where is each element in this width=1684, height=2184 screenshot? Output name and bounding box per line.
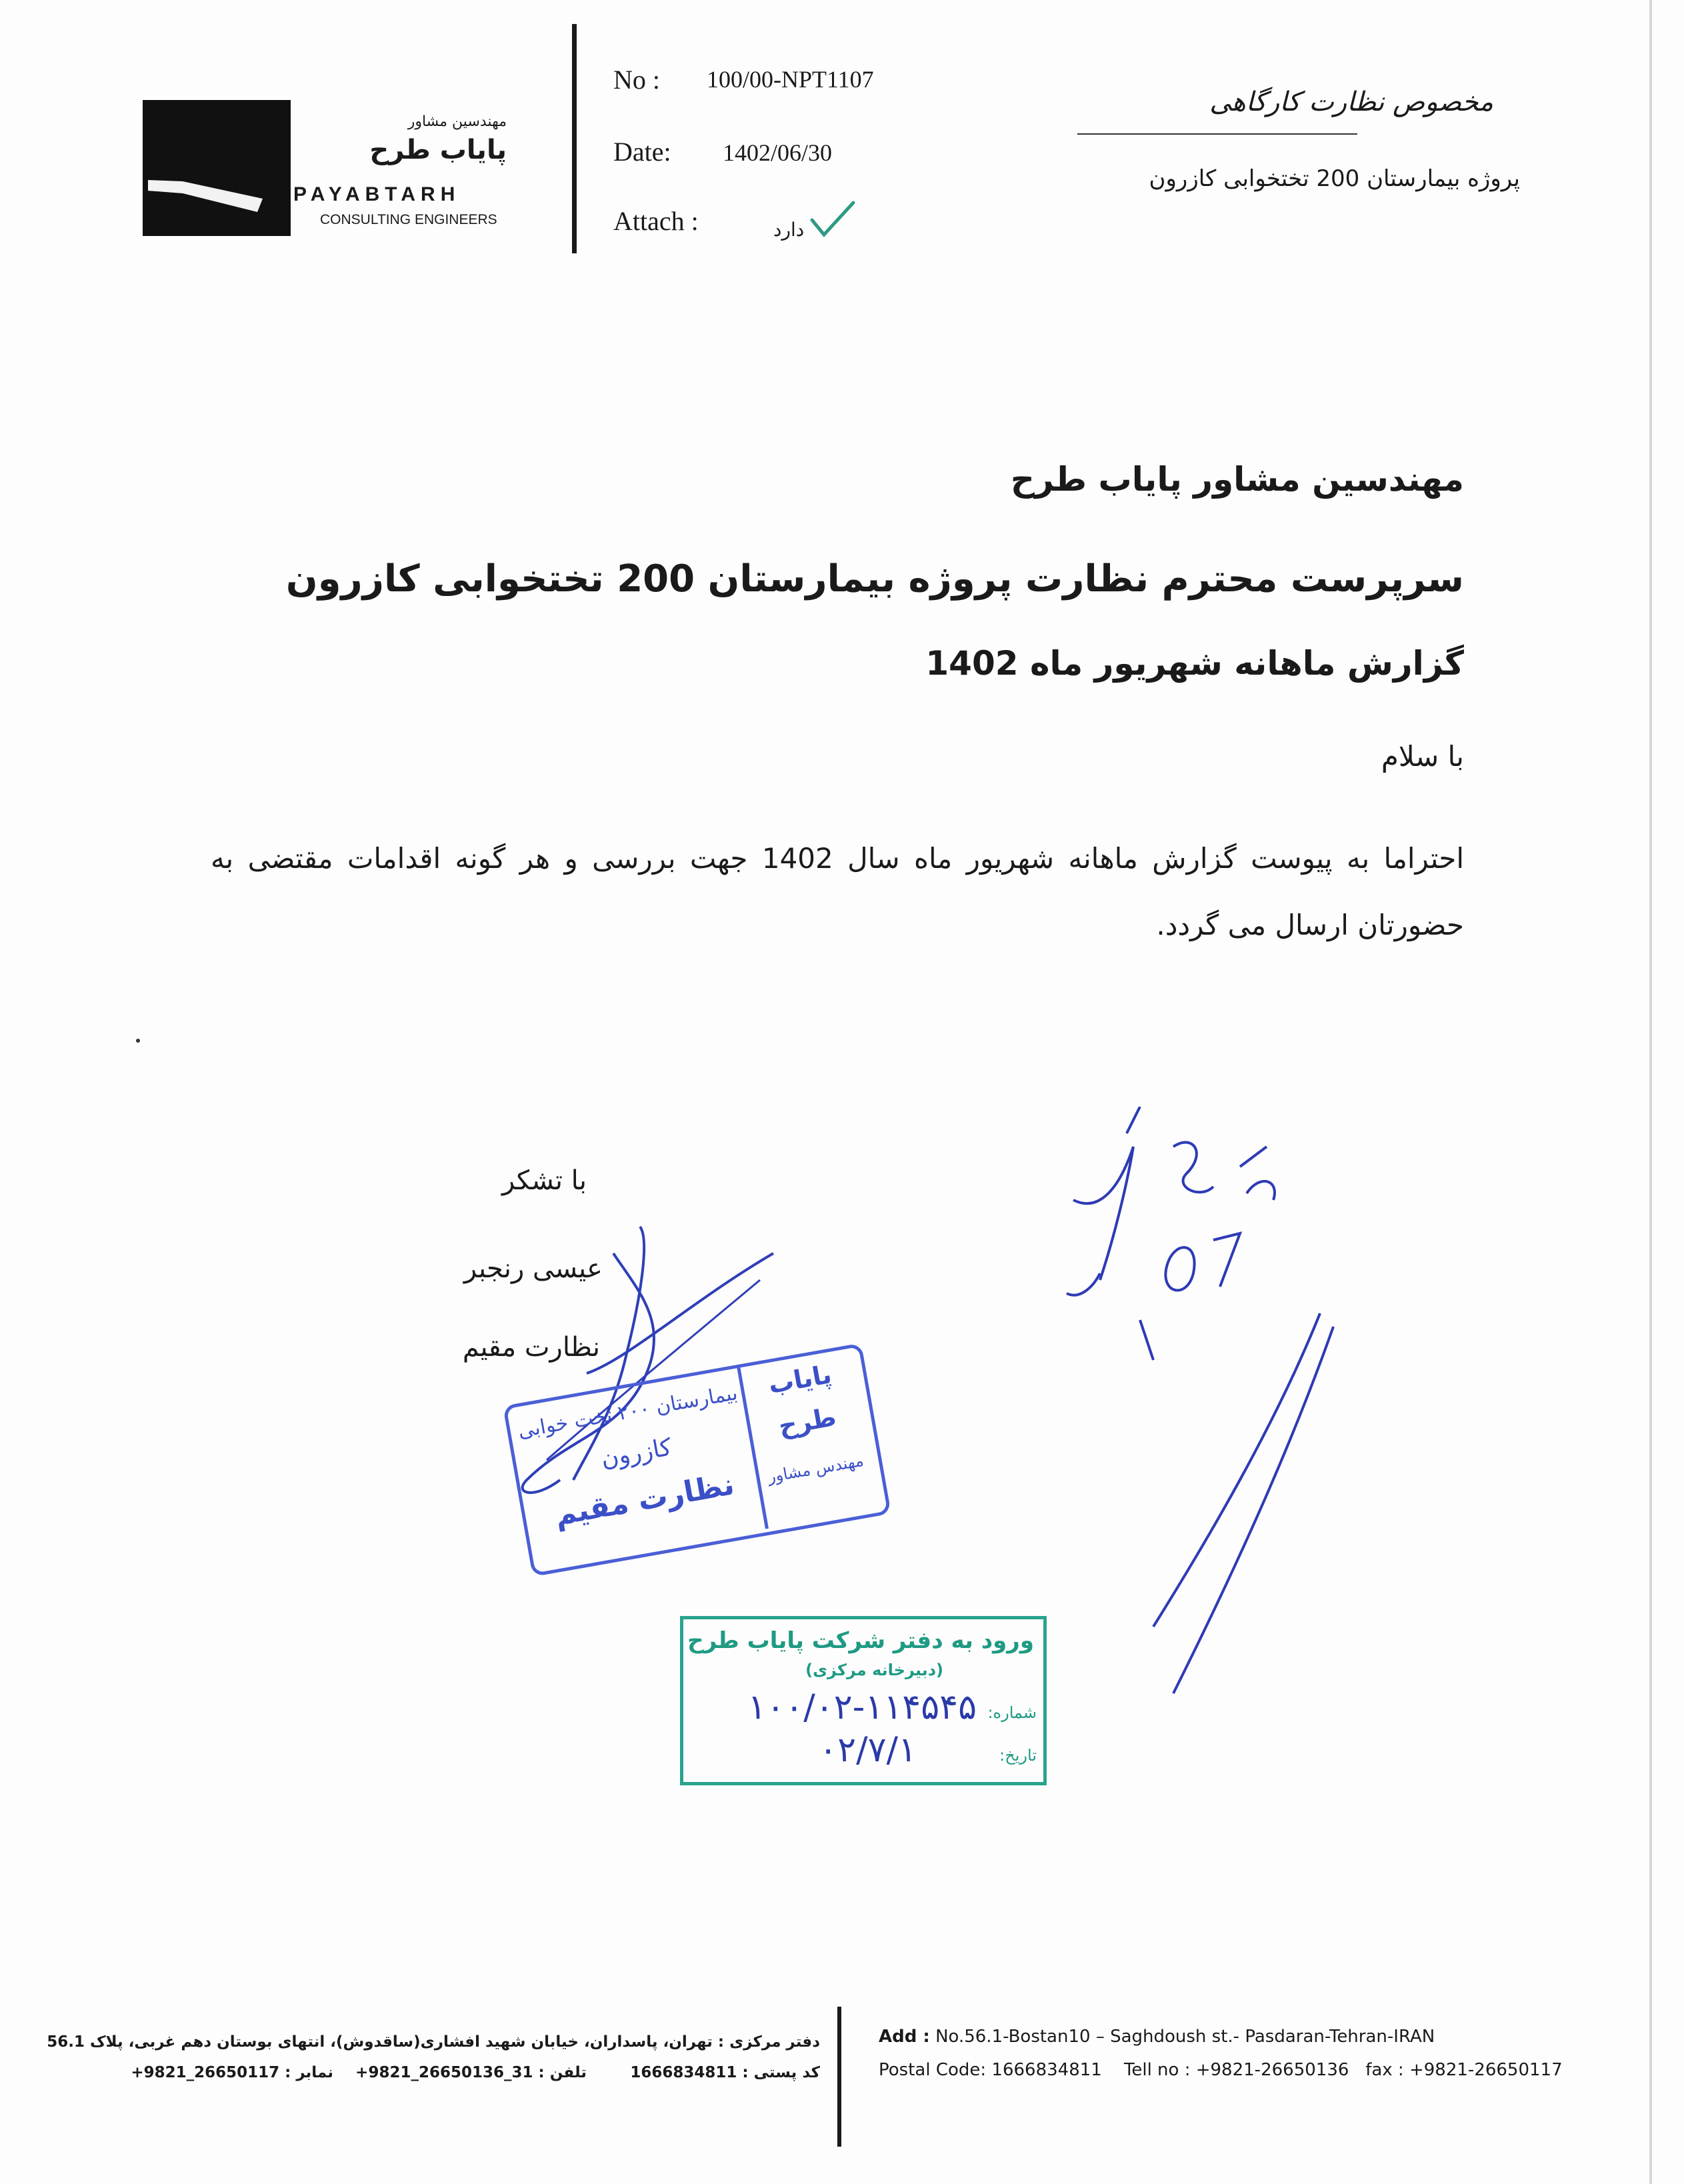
- stamp-company-line2: طرح: [776, 1401, 839, 1441]
- stamp-company-line1: پایاب: [766, 1359, 834, 1400]
- registry-number-value: ۱۰۰/۰۲-۱۱۴۵۴۵: [747, 1687, 977, 1727]
- registry-subtitle: (دبیرخانه مرکزی): [805, 1661, 943, 1679]
- registry-title: ورود به دفتر شرکت پایاب طرح: [687, 1627, 1034, 1654]
- footer-en-address: [879, 2027, 1612, 2047]
- signer-role: نظارت مقیم: [462, 1332, 600, 1363]
- signer-name: عیسی رنجبر: [463, 1253, 603, 1284]
- stamp-resident-supervision: نظارت مقیم: [552, 1467, 737, 1533]
- body-paragraph: احتراما به پیوست گزارش ماهانه شهریور ماه سال 1402 جهت بررسی و هر گونه اقدامات مقتضی به حضورتان ارسال می گردد.: [211, 842, 1464, 941]
- attach-value: دارد: [773, 219, 805, 241]
- logo-fa-small: مهندسین مشاور: [407, 113, 507, 130]
- stamp-city-text: کازرون: [599, 1433, 674, 1473]
- registry-date-label: تاریخ:: [999, 1746, 1037, 1765]
- letter-date: 1402/06/30: [723, 139, 833, 166]
- sender-company: مهندسین مشاور پایاب طرح: [1010, 460, 1464, 499]
- project-label: پروژه بیمارستان 200 تختخوابی کازرون: [1149, 165, 1520, 192]
- footer-fa-tel: تلفن : 31_26650136_9821+: [355, 2064, 587, 2081]
- special-label: مخصوص نظارت کارگاهی: [1209, 87, 1493, 117]
- company-logo: [143, 100, 291, 236]
- logo-en-name: PAYABTARH: [293, 183, 461, 205]
- greeting: با سلام: [1381, 740, 1464, 773]
- stamp-hospital-text: بیمارستان ۲۰۰ تخت خوابی: [516, 1381, 739, 1443]
- no-label: No :: [613, 65, 660, 95]
- logo-en-subtitle: CONSULTING ENGINEERS: [320, 212, 497, 227]
- attach-label: Attach :: [613, 206, 699, 236]
- footer-add-value: No.56.1-Bostan10 – Saghdoush st.- Pasdaran-Tehran-IRAN: [935, 2027, 1435, 2047]
- footer-add-label: Add :: [879, 2027, 930, 2047]
- date-label: Date:: [613, 137, 671, 167]
- footer-divider: [837, 2007, 841, 2147]
- header-divider: [572, 24, 577, 253]
- special-underline: [1077, 133, 1357, 135]
- footer-fa-address: دفتر مرکزی : تهران، پاسداران، خیابان شهید افشاری(ساقدوش)، انتهای بوستان دهم غربی، پلاک 56.1: [47, 2033, 820, 2051]
- checkmark-icon: [809, 200, 856, 243]
- stray-dot: [136, 1039, 140, 1043]
- signature-thanks: با تشکر: [501, 1165, 587, 1196]
- registry-number-label: شماره:: [987, 1703, 1037, 1722]
- subject-heading: گزارش ماهانه شهریور ماه 1402: [925, 644, 1464, 683]
- footer-en-contact: Postal Code: 1666834811 Tell no : +9821-26650136 fax : +9821-26650117: [879, 2060, 1563, 2080]
- stamp-company-line3: مهندس مشاور: [766, 1451, 865, 1487]
- scan-edge: [1649, 0, 1652, 2184]
- registry-date-value: ۰۲/۷/۱: [819, 1730, 917, 1770]
- registry-stamp: [680, 1616, 1047, 1785]
- logo-mark-icon: [143, 100, 291, 236]
- recipient-heading: سرپرست محترم نظارت پروژه بیمارستان 200 تختخوابی کازرون: [285, 557, 1464, 601]
- footer-fa-postal: کد پستی : 1666834811: [630, 2064, 820, 2081]
- footer-fa-fax: نمابر : 26650117_9821+: [131, 2064, 333, 2081]
- logo-fa-name: پایاب طرح: [369, 135, 507, 165]
- handwritten-archive-note: [1040, 1107, 1360, 1789]
- letter-number: 100/00-NPT1107: [707, 66, 874, 93]
